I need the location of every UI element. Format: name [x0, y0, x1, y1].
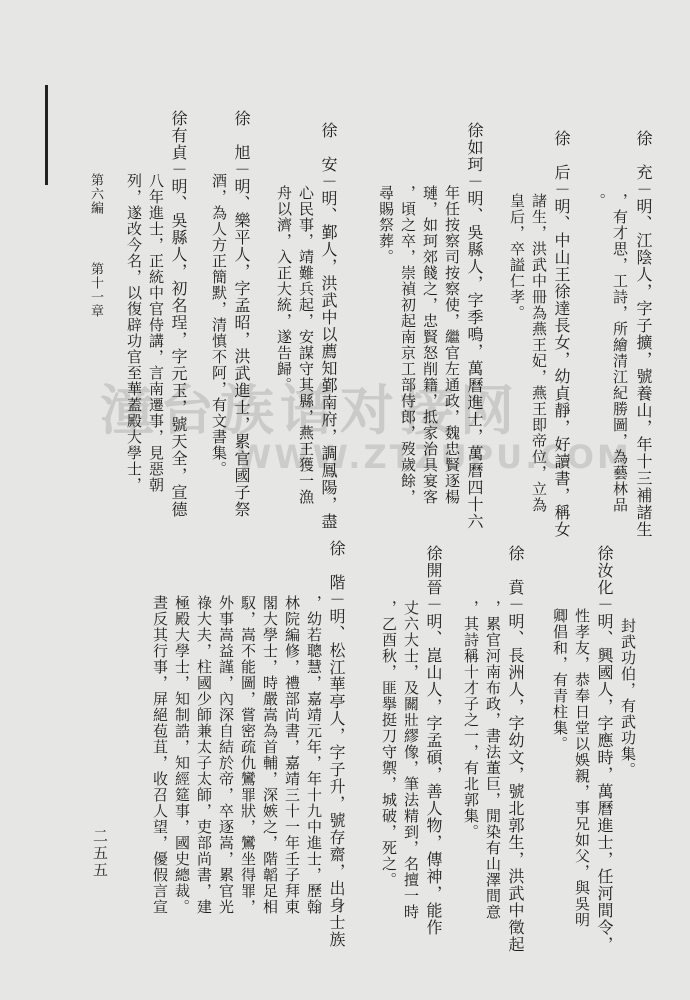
- text-column: 諸生，洪武中冊為燕王妃，燕王即帝位，立為: [530, 193, 548, 513]
- text-column: 閣大學士，時嚴嵩為首輔，深嫉之，階韜足相: [261, 595, 279, 915]
- entry-xu-ruhua-heading: 徐汝化－明、興國人，字應時，萬曆進士，任河間令，: [595, 545, 614, 953]
- text-column: 尋賜祭葬。: [377, 185, 395, 265]
- entry-xu-xu-heading: 徐 旭－明、樂平人，字孟昭，洪武進士，累官國子祭: [232, 110, 251, 518]
- text-column: 璉，如珂郊餞之，忠賢怒削籍，抵家治具宴客: [421, 185, 439, 505]
- text-column: ，頃之卒，崇禎初起南京工部侍郎，歿歲餘，: [399, 185, 417, 505]
- text-column: 晝反其行事，屏絕苞苴，收召人望，優假言宣: [151, 595, 169, 915]
- text-column: 年任按察司按察使，繼官左通政，魏忠賢逐楊: [443, 185, 461, 505]
- watermark-logo: 潼台族谱对接网: [100, 379, 520, 442]
- text-column: 皇后，卒謚仁孝。: [508, 193, 526, 321]
- text-column: 祿大夫，柱國少師兼太子太師，吏部尚書，建: [195, 595, 213, 915]
- text-column: 酒，為人方正簡默，清慎不阿，有文書集。: [210, 173, 228, 477]
- text-column: 極殿大學士，知制誥，知經筵事，國史總裁。: [173, 595, 191, 915]
- page-number: 二五五: [91, 828, 109, 879]
- entry-xu-hou-heading: 徐 后－明、中山王徐達長女，幼貞靜，好讀書，稱女: [552, 130, 571, 538]
- entry-xu-chong-heading: 徐 充－明、江陰人，字子擴，號養山，年十三補諸生: [634, 130, 653, 538]
- text-column: 性孝友，恭奉日堂以娛親，事兄如父，與吳明: [573, 608, 591, 928]
- text-column: 列，遂改今名，以復辟功官至華蓋殿大學士，: [125, 173, 143, 493]
- text-column: 封武功伯，有武功集。: [619, 618, 637, 778]
- entry-xu-ruke-heading: 徐如珂－明、吳縣人，字季鳴，萬曆進士，萬曆四十六: [465, 122, 484, 530]
- entry-xu-kaijin-heading: 徐開晉－明、崑山人，字孟碩，善人物，傳神，能作: [424, 545, 443, 936]
- entry-xu-jie-heading: 徐 階－明、松江華亭人，字子升，號存齋，出身士族: [327, 540, 346, 948]
- text-column: 舟以濟，入正大統，遂告歸。: [275, 185, 293, 393]
- text-column: ，幼若聰慧，嘉靖元年，年十九中進士，歷翰: [305, 595, 323, 915]
- text-column: ，乙酉秋，匪擧挺刀守禦，城破，死之。: [380, 600, 398, 888]
- text-column: ，其詩稱十才子之一，有北郭集。: [462, 600, 480, 840]
- edition-label: 第六編: [88, 173, 103, 215]
- text-column: 林院編修，禮部尚書，嘉靖三十一年壬子拜東: [283, 595, 301, 915]
- text-column: 心民事，靖難兵起，安謀守其縣，燕王獲一漁: [297, 185, 315, 505]
- text-column: 丈六大士，及關壯繆像，筆法精到，名擅一時: [402, 600, 420, 920]
- text-column: ，有才思，工詩，所繪清江紀勝圖，為藝林品: [611, 193, 629, 513]
- text-column: 八年進士，正統中官侍講，言南遷事，見惡朝: [147, 173, 165, 493]
- entry-xu-youzhen-heading: 徐有貞－明、吳縣人，初名珵，字元玉，號天全，宣德: [169, 110, 188, 518]
- entry-xu-an-heading: 徐 安－明、鄞人，洪武中以薦知鄞南府，調鳳陽，盡: [319, 122, 338, 530]
- entry-xu-ben-heading: 徐 賁－明、長洲人，字幼文，號北郭生，洪武中徵起: [506, 545, 525, 953]
- text-column: 馭，嵩不能圖，嘗密疏仇鸞罪狀，鸞坐得罪，: [239, 595, 257, 915]
- text-column: 卿倡和，有青柱集。: [551, 608, 569, 752]
- text-column: 。: [589, 193, 607, 209]
- text-column: ，累官河南布政，書法董巨，閒染有山澤間意: [484, 600, 502, 920]
- text-column: 外事嵩益謹，內深自結於帝，卒逐嵩，累官光: [217, 595, 235, 915]
- chapter-label: 第十一章: [88, 262, 103, 318]
- margin-rule: [45, 85, 48, 185]
- watermark-url: WWW.ZTZUPU.COM: [236, 438, 632, 476]
